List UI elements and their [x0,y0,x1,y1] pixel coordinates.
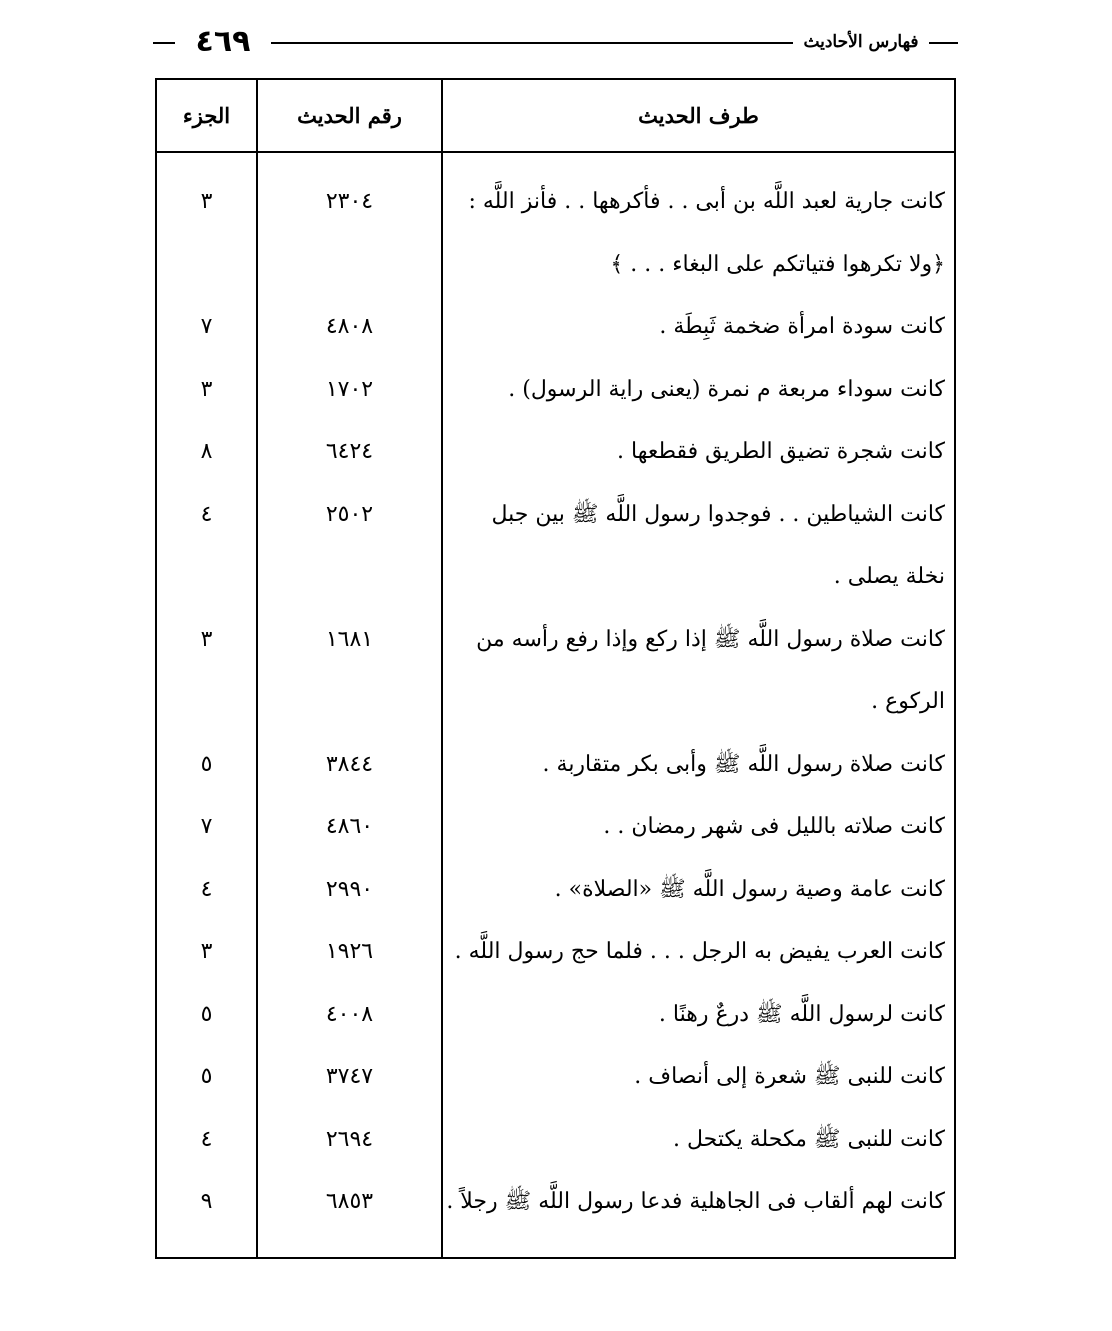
table-row [157,921,954,984]
part-cell: ٥ [200,1064,213,1089]
part-cell: ٤ [200,1126,213,1152]
hadith-text-cell [447,421,945,484]
table-row [157,296,954,359]
hadith-number-cell: ٢٦٩٤ [325,1126,374,1152]
table-row [157,171,954,296]
hadith-text-line: كانت سوداء مربعة م نمرة (يعنى راية الرسول) . [508,376,945,402]
hadith-text-line: كانت جارية لعبد اللَّه بن أبى . . فأكرهها . . فأنز اللَّه : [468,189,945,214]
hadith-text-line: كانت صلاته بالليل فى شهر رمضان . . [603,814,945,839]
hadith-text-line: ﴿ولا تكرهوا فتياتكم على البغاء . . . ﴾ [610,251,945,277]
hadith-number-cell: ٦٤٢٤ [325,439,374,464]
part-cell: ٤ [200,501,213,527]
running-header [153,20,958,64]
part-cell: ٧ [200,814,213,839]
hadith-index-table [155,78,956,1259]
hadith-text-cell [447,359,945,422]
hadith-text-cell [447,734,945,797]
part-cell: ٤ [200,876,213,902]
table-row [157,984,954,1047]
part-cell: ٣ [200,939,213,964]
hadith-text-line: كانت صلاة رسول اللَّه ﷺ وأبى بكر متقاربة . [542,751,945,777]
hadith-text-cell [447,1171,945,1234]
table-row [157,796,954,859]
column-header-text: طرف الحديث [638,103,759,128]
running-title: فهارس الأحاديث [803,32,919,52]
hadith-text-line: كانت عامة وصية رسول اللَّه ﷺ «الصلاة» . [554,876,945,902]
hadith-text-cell [447,171,945,296]
table-row [157,859,954,922]
part-cell: ٩ [200,1189,213,1214]
hadith-text-cell [447,296,945,359]
hadith-number-cell: ١٦٨١ [325,626,374,652]
hadith-text-cell [447,796,945,859]
table-row [157,484,954,609]
hadith-text-line: كانت للنبى ﷺ مكحلة يكتحل . [672,1126,945,1152]
hadith-number-cell: ٤٠٠٨ [325,1001,374,1027]
hadith-number-cell: ٤٨٦٠ [325,814,374,839]
hadith-text-line: كانت صلاة رسول اللَّه ﷺ إذا ركع وإذا رفع رأسه من [476,626,945,652]
hadith-number-cell: ٤٨٠٨ [325,314,374,339]
hadith-text-line: كانت لهم ألقاب فى الجاهلية فدعا رسول اللَّه ﷺ رجلاً . [446,1189,945,1214]
hadith-number-cell: ٢٥٠٢ [325,501,374,527]
table-row [157,1171,954,1234]
hadith-number-cell: ٣٨٤٤ [325,751,374,777]
hadith-number-cell: ٢٩٩٠ [325,876,374,902]
hadith-text-line: كانت شجرة تضيق الطريق فقطعها . [617,439,945,464]
hadith-number-cell: ١٩٢٦ [325,939,374,964]
table-body [157,171,954,1234]
hadith-text-line: نخلة يصلى . [833,564,945,589]
hadith-number-cell: ٢٣٠٤ [325,189,374,214]
hadith-text-line: كانت لرسول اللَّه ﷺ درعٌ رهنًا . [658,1001,945,1027]
hadith-text-cell [447,1109,945,1172]
hadith-text-cell [447,1046,945,1109]
table-row [157,1109,954,1172]
part-cell: ٧ [200,314,213,339]
hadith-text-cell [447,921,945,984]
table-row [157,609,954,734]
table-row [157,1046,954,1109]
header-rule-left [153,42,175,44]
hadith-text-line: كانت سودة امرأة ضخمة ثَبِطَة . [659,314,945,339]
part-cell: ٥ [200,751,213,777]
hadith-text-line: كانت العرب يفيض به الرجل . . . فلما حج رسول اللَّه . [454,939,945,964]
hadith-text-line: كانت للنبى ﷺ شعرة إلى أنصاف . [634,1064,945,1089]
hadith-text-cell [447,484,945,609]
page-number: ٤٦٩ [195,24,251,59]
part-cell: ٣ [200,626,213,652]
table-row [157,734,954,797]
part-cell: ٣ [200,189,213,214]
hadith-text-line: كانت الشياطين . . فوجدوا رسول اللَّه ﷺ بين جبل [491,501,945,527]
table-row [157,359,954,422]
part-cell: ٨ [200,439,213,464]
column-header-number: رقم الحديث [297,103,402,128]
hadith-text-cell [447,984,945,1047]
part-cell: ٥ [200,1001,213,1027]
hadith-text-line: الركوع . [871,689,945,714]
hadith-text-cell [447,859,945,922]
header-rule-middle [271,42,793,44]
header-row-divider [157,151,954,153]
hadith-number-cell: ٣٧٤٧ [325,1064,374,1089]
hadith-number-cell: ١٧٠٢ [325,376,374,402]
hadith-number-cell: ٦٨٥٣ [325,1189,374,1214]
header-rule-right [929,42,958,44]
part-cell: ٣ [200,376,213,402]
table-row [157,421,954,484]
hadith-text-cell [447,609,945,734]
column-header-part: الجزء [182,103,231,128]
